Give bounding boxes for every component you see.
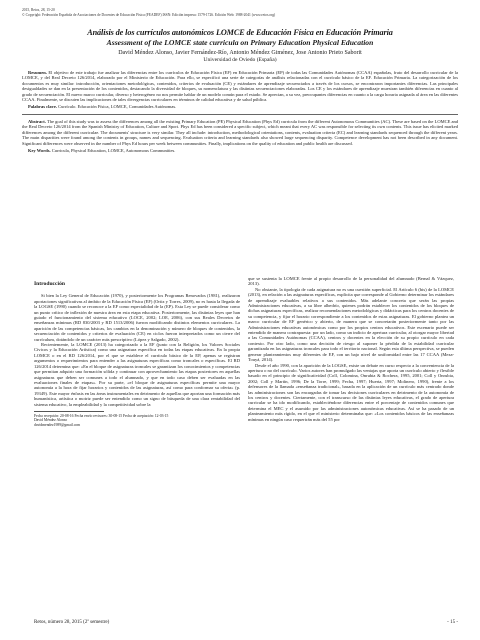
- palabras-clave-paragraph: [22, 104, 458, 110]
- abstract-text: The goal of this study was to assess the differences among all the existing Primary Education (PE) Physical Education (Phys Ed) curricula from the different Autonomous Communities (AC). These are based on the LOMCE and the Real Decreto 126/2014 from the Spanish Ministry of Education, Culture and Sport. Phys Ed has been considered a specific subject, which meant that every AC was responsible for selecting its own contents. This issue has elicited marked differences among the different curriculae. The documents' structure is very similar. They all include: introduction, methodological orientations, contents, evaluation criteria (EC) and learning standards sequenced through the different years. The main disparities were found among the contents in groups, names and sequencing. Evaluation criteria and learning standards also showed large sequencing disparity. Competence development has not been described in any document. Significant differences were observed in the number of Phys Ed hours per week between communities. Finally, implications on the quality of education and public health are discussed.: [22, 118, 458, 146]
- footnote-dates: Fecha recepción: 20-08-16 Fecha envío revisores: 30-08-15 Fecha de aceptación: 12-03-15: [34, 413, 169, 418]
- running-head: [22, 8, 458, 18]
- resumen-label: Resumen.: [28, 69, 47, 75]
- body-paragraph: que se sustenta la LOMCE frente al propio desarrollo de la personalidad del alumnado (Bernal & Vázquez, 2013).: [248, 276, 454, 287]
- key-words-text: Curricula, Physical Education, LOMCE, Autonomous Communities.: [51, 147, 176, 153]
- body-paragraph: Desde el año 1990, con la aparición de la LOGSE, existe un debate en curso respecto a la conveniencia de la apertura o no del currículo. Varios autores han promulgado las ventajas que aporta un currículo abierto y flexible basado en el principio de significatividad (Coll, Colomina, Onrubia & Rochera, 1995, 2001; Coll y Onrubia, 2002; Coll y Martín, 1996; De la Torre, 1999; Fecha, 1997; Huerta, 1997; Molinero, 1990), frente a los defensores de la llamada «enseñanza tradicional», basada en la aplicación de un currículo más centrado donde las administraciones son las encargadas de tomar las decisiones curriculares en detrimento de la autonomía de los centros y docentes. Ciertamente, con el transcurso de las distintas leyes educativas, el grado de apertura curricular se ha ido modificando, estableciéndose diferencias entre el porcentaje de contenidos comunes que determina el MEC y el asumido por las administraciones autonómicas educativas. Así se ha pasado de un planteamiento más rígido, en el que el ministerio determinaba que: «Los contenidos básicos de las enseñanzas mínimas en ningún caso requerirán más del 55 por: [248, 362, 454, 422]
- copyright-line: © Copyright: Federación Española de Asociaciones de Docentes de Educación Física (FEADEF) ISSN: Edición impresa: 1579-1726. Edición Web: 1988-2041 (www.retos.org): [22, 13, 276, 17]
- footnote-email: davidmendez1989@gmail.com: [34, 422, 81, 427]
- body-paragraph: Si bien la Ley General de Educación (1970), y posteriormente los Programas Renovados (1981), realizaron aportaciones significativas al ámbito de la Educación Física (EF) (Ortiz y Torres, 2009), no es hasta la llegada de la LOGSE (1990) cuando se reconoce a la EF como especialidad de la (EP). Esta Ley se puede considerar como un punto crítico de inflexión de nuestra área en esta etapa educativa. Posteriormente, las distintas leyes que han guiado el funcionamiento del sistema educativo (LOCE, 2002; LOE, 2006), con sus Reales Decretos de enseñanzas mínimas (RD 830/2003 y RD 1513/2006) fueron modificando distintos elementos curriculares. La aparición de las competencias básicas, los cambios en la denominación y número de bloques de contenidos, la secuenciación de contenidos y criterios de evaluación (CE) en ciclos fueron interpretados como un cierre del currículum, dotándolo de un carácter más prescriptivo (López y Salgado, 2002).: [34, 293, 240, 342]
- abstract-divider: [22, 114, 458, 115]
- palabras-clave-text: Currículo. Educación Física, LOMCE, Comunidades Autónomas.: [58, 104, 177, 109]
- footnote-divider: [34, 411, 104, 412]
- body-paragraph: No obstante, la tipología de cada asignatura no es una cuestión superficial. El Artículo 6 (bis) de la LOMCE (2013), en relación a las asignaturas específicas, explicita que corresponde al Gobierno determinar los estándares de aprendizaje evaluables relativos a sus contenidos. Más adelante concreta que serán las propias Administraciones educativas, a su libre albedrío, quienes podrán establecer los contenidos de los bloques de dichas asignaturas específicas, realizar recomendaciones metodológicas y didácticas para los centros docentes de su competencia, y fijar el horario correspondiente a los contenidos de estas asignaturas. El gobierno plantea un marco curricular de EF genérico y abierto, de manera que se concretarán posteriormente tanto por las Administraciones educativas autonómicas como por los propios centros educativos. Este escenario puede ser entendido de manera contrapuesta: por un lado, como un indicio de apertura curricular, al otorgar mayor libertad a las Comunidades Autónomas (CCAA), centros y docentes en la elección de su propio currículo en cada contexto. Por otro lado, como una decisión de riesgo al suponer la pérdida de la estabilidad curricular garantizada en las asignaturas troncales para todo el territorio nacional. Según esta última perspectiva, se pueden generar planteamientos muy diferentes de EF, con un bajo nivel de uniformidad entre las 17 CCAA (Meza-Touyá, 2014).: [248, 286, 454, 363]
- resumen-text: El objetivo de este trabajo fue analizar las diferencias entre los currículos de Educación Física (EF) en Educación Primaria (EP) de todas las Comunidades Autónomas (CCAA) españolas, fruto del desarrollo curricular de la LOMCE, y del Real Decreto 126/2014, elaborado por el Ministerio de Educación. Para ello, se especificó una serie de categorías de análisis relacionadas con el currículo básico de la EF. Educación Primaria. La categorización de los documentos es muy similar: introducción, orientaciones metodológicas, contenidos, criterios de evaluación (CE) y estándares de aprendizaje secuenciados a través de los cursos, se encontraron importantes diferencias. Las principales desigualdades se dan en la presentación de los contenidos, destacando la diversidad de bloques, su nomenclatura y las distintas secuenciaciones elaboradas. Los CE y los estándares de aprendizaje muestran también diferencias en cuanto al grado de secuenciación. El nuevo marco curricular, diverso y heterogéneo no nos permite hablar de un modelo común para el estado. Se aprecian, a su vez, preocupantes diferencias en cuanto a la carga horaria asignada al área en las diferentes CCAA. Finalmente, se discuten las implicaciones de tales divergencias curriculares en términos de calidad educativa y de salud pública.: [22, 69, 459, 102]
- key-words-paragraph: [22, 148, 458, 154]
- journal-citation: 2015, Retos, 28, 15-20: [22, 8, 55, 12]
- article-page: [22, 8, 458, 632]
- section-heading-introduccion: Introducción: [34, 281, 65, 287]
- palabras-clave-label: Palabras clave.: [28, 104, 57, 109]
- right-column: [248, 276, 454, 422]
- affiliation: Universidad de Oviedo (España): [203, 56, 277, 63]
- footnote: [34, 414, 240, 428]
- title-block: [22, 28, 458, 64]
- page-number: - 15 -: [447, 620, 458, 625]
- resumen-paragraph: [22, 70, 458, 103]
- left-column: [34, 276, 240, 427]
- article-title-english: Assessment of the LOMCE state curricula on Primary Education Physical Education: [106, 38, 374, 47]
- abstract-label: Abstract.: [28, 118, 46, 124]
- footnote-author: David Méndez Alonso: [34, 418, 68, 423]
- body-paragraph: Recientemente, la LOMCE (2013) ha categorizado a la EF (junto con la Religión, los Valores Sociales Cívicos y la Educación Artística) como una asignatura específica en todas las etapas educativas. En la propia LOMCE o en el RD 126/2014, por el que se establece el currículo básico de la EP, apenas se registran argumentos o requerimientos para entender a las asignaturas específicas como troncales o específicas. El RD 126/2014 determina que: «En el bloque de asignaturas troncales se garantizan los conocimientos y competencias que permitan adquirir una formación sólida y continuar con aprovechamiento las etapas posteriores en aquellas asignaturas que deben ser comunes a todo el alumnado, y que en todo caso deben ser evaluadas en las evaluaciones finales de etapas». Por su parte, «el bloque de asignaturas específicas permite una mayor autonomía a la hora de fijar horarios y contenidos de las asignaturas, así como para conformar su oferta» (p. 19349). Este mayor énfasis en las áreas instrumentales en detrimento de aquellas que aportan una formación más humanística, artística o motriz puede ser entendido como un signo de búsqueda de una clara rentabilidad del sistema educativo, la empleabilidad y la competitividad sobre la: [34, 342, 240, 407]
- author-list: David Méndez Alonso, Javier Fernández-Río, Antonio Méndez Giménez, Jose Antonio Prieto Saborit: [118, 49, 362, 56]
- body-columns: [22, 276, 458, 606]
- abstract-paragraph: [22, 119, 458, 147]
- key-words-label: Key Words.: [28, 147, 51, 153]
- page-footer: [34, 620, 458, 625]
- footer-journal-issue: Retos, número 28, 2015 (2º semestre): [34, 620, 110, 625]
- article-title-spanish: Análisis de los currículos autonómicos LOMCE de Educación Física en Educación Primaria: [87, 28, 393, 37]
- abstract-block: [22, 70, 458, 154]
